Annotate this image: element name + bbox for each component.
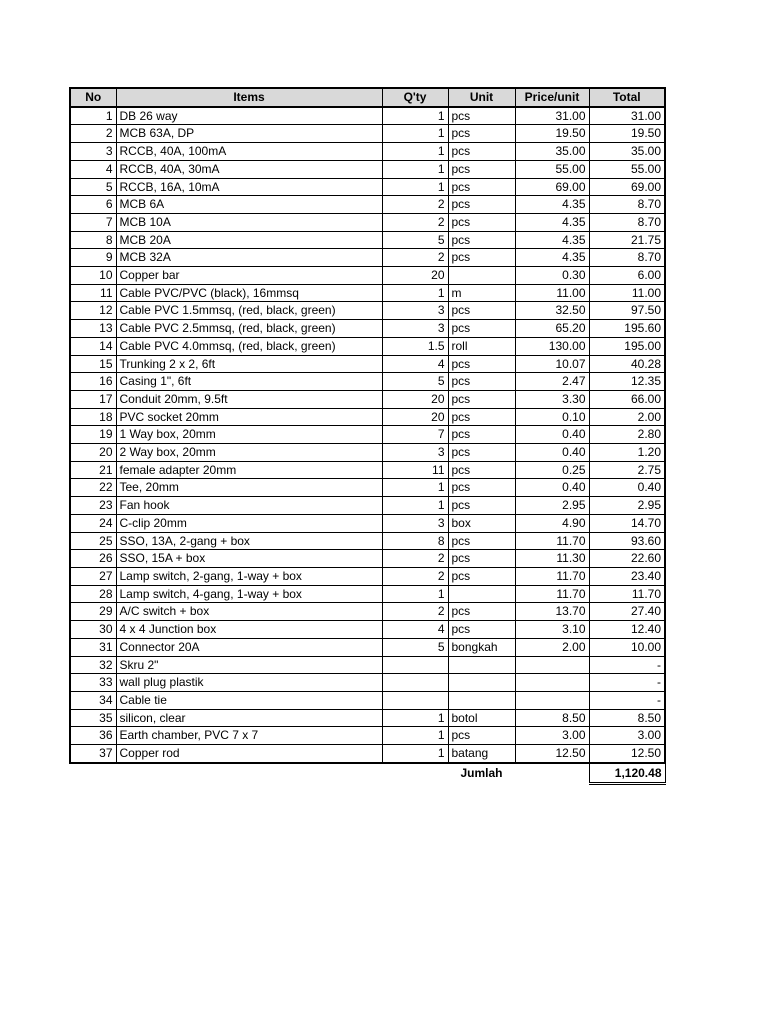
cell-unit: pcs	[448, 373, 515, 391]
cell-unit: pcs	[448, 567, 515, 585]
table-body	[70, 107, 665, 763]
cell-no: 24	[70, 514, 116, 532]
cell-unit	[448, 691, 515, 709]
cell-total: -	[589, 656, 665, 674]
cell-item: Conduit 20mm, 9.5ft	[116, 390, 382, 408]
cell-qty: 5	[382, 638, 448, 656]
table-row	[70, 125, 665, 143]
table-row	[70, 444, 665, 462]
cell-price-unit: 12.50	[515, 745, 589, 763]
cell-total: 11.00	[589, 284, 665, 302]
cell-unit: pcs	[448, 213, 515, 231]
header-qty: Q'ty	[382, 88, 448, 107]
cell-unit: pcs	[448, 390, 515, 408]
cell-unit	[448, 585, 515, 603]
table-row	[70, 727, 665, 745]
cell-item: A/C switch + box	[116, 603, 382, 621]
cell-item: Copper bar	[116, 267, 382, 285]
table-row	[70, 603, 665, 621]
cell-qty: 1	[382, 585, 448, 603]
cell-price-unit	[515, 656, 589, 674]
cell-no: 28	[70, 585, 116, 603]
table-row	[70, 337, 665, 355]
table-row	[70, 408, 665, 426]
cell-price-unit: 2.00	[515, 638, 589, 656]
cell-item: MCB 6A	[116, 196, 382, 214]
cell-price-unit: 0.40	[515, 426, 589, 444]
cell-price-unit: 0.40	[515, 444, 589, 462]
cell-total: 12.35	[589, 373, 665, 391]
cell-unit: pcs	[448, 107, 515, 125]
cell-total: -	[589, 674, 665, 692]
cell-price-unit	[515, 691, 589, 709]
table-row	[70, 674, 665, 692]
cell-total: 66.00	[589, 390, 665, 408]
header-row	[70, 88, 665, 107]
cell-total: 8.70	[589, 196, 665, 214]
cell-no: 3	[70, 143, 116, 161]
cell-qty: 3	[382, 302, 448, 320]
cell-price-unit: 0.10	[515, 408, 589, 426]
cell-qty: 1.5	[382, 337, 448, 355]
table-footer	[70, 763, 665, 784]
cell-price-unit: 11.70	[515, 567, 589, 585]
cell-total: 2.75	[589, 461, 665, 479]
table-row	[70, 532, 665, 550]
cell-total: 35.00	[589, 143, 665, 161]
cell-qty: 5	[382, 231, 448, 249]
cell-item: Cable PVC 2.5mmsq, (red, black, green)	[116, 320, 382, 338]
cell-item: Cable PVC 4.0mmsq, (red, black, green)	[116, 337, 382, 355]
cell-qty: 20	[382, 408, 448, 426]
footer-spacer	[515, 763, 589, 784]
cell-price-unit: 19.50	[515, 125, 589, 143]
cell-qty: 2	[382, 196, 448, 214]
table-row	[70, 213, 665, 231]
cell-no: 1	[70, 107, 116, 125]
cell-qty: 4	[382, 621, 448, 639]
cell-total: 55.00	[589, 160, 665, 178]
table-row	[70, 656, 665, 674]
cell-item: SSO, 13A, 2-gang + box	[116, 532, 382, 550]
cell-total: 2.95	[589, 497, 665, 515]
table-row	[70, 231, 665, 249]
cell-price-unit: 11.30	[515, 550, 589, 568]
cell-price-unit: 0.40	[515, 479, 589, 497]
cell-price-unit: 32.50	[515, 302, 589, 320]
cell-price-unit: 0.30	[515, 267, 589, 285]
table-row	[70, 550, 665, 568]
cell-item: Cable tie	[116, 691, 382, 709]
cell-item: Trunking 2 x 2, 6ft	[116, 355, 382, 373]
cell-total: 93.60	[589, 532, 665, 550]
table-row	[70, 196, 665, 214]
cell-total: 0.40	[589, 479, 665, 497]
table-row	[70, 567, 665, 585]
cell-price-unit: 4.35	[515, 196, 589, 214]
table-row	[70, 302, 665, 320]
cell-item: DB 26 way	[116, 107, 382, 125]
cell-price-unit: 4.35	[515, 231, 589, 249]
price-table	[69, 87, 666, 785]
jumlah-label: Jumlah	[460, 766, 503, 781]
cell-item: RCCB, 16A, 10mA	[116, 178, 382, 196]
cell-price-unit	[515, 674, 589, 692]
cell-total: 97.50	[589, 302, 665, 320]
cell-qty: 1	[382, 745, 448, 763]
cell-qty: 20	[382, 390, 448, 408]
cell-price-unit: 4.35	[515, 249, 589, 267]
cell-qty: 3	[382, 514, 448, 532]
cell-total: 10.00	[589, 638, 665, 656]
cell-item: female adapter 20mm	[116, 461, 382, 479]
cell-qty: 1	[382, 178, 448, 196]
cell-price-unit: 11.70	[515, 532, 589, 550]
cell-qty: 1	[382, 479, 448, 497]
table-row	[70, 709, 665, 727]
table-row	[70, 585, 665, 603]
cell-item: MCB 63A, DP	[116, 125, 382, 143]
header-unit: Unit	[448, 88, 515, 107]
table-row	[70, 249, 665, 267]
cell-price-unit: 0.25	[515, 461, 589, 479]
cell-price-unit: 3.00	[515, 727, 589, 745]
cell-no: 36	[70, 727, 116, 745]
cell-unit: pcs	[448, 196, 515, 214]
cell-price-unit: 2.47	[515, 373, 589, 391]
cell-no: 35	[70, 709, 116, 727]
cell-price-unit: 35.00	[515, 143, 589, 161]
table-row	[70, 479, 665, 497]
cell-item: C-clip 20mm	[116, 514, 382, 532]
cell-qty: 2	[382, 603, 448, 621]
header-no: No	[70, 88, 116, 107]
table-row	[70, 461, 665, 479]
cell-unit: pcs	[448, 160, 515, 178]
cell-no: 4	[70, 160, 116, 178]
cell-no: 30	[70, 621, 116, 639]
cell-no: 29	[70, 603, 116, 621]
cell-qty: 1	[382, 497, 448, 515]
cell-item: Cable PVC/PVC (black), 16mmsq	[116, 284, 382, 302]
cell-total: 27.40	[589, 603, 665, 621]
cell-total: 2.80	[589, 426, 665, 444]
cell-qty: 7	[382, 426, 448, 444]
table-header	[70, 88, 665, 107]
cell-price-unit: 4.90	[515, 514, 589, 532]
cell-no: 17	[70, 390, 116, 408]
cell-no: 12	[70, 302, 116, 320]
cell-unit: pcs	[448, 231, 515, 249]
cell-unit: pcs	[448, 532, 515, 550]
cell-no: 33	[70, 674, 116, 692]
cell-unit: roll	[448, 337, 515, 355]
cell-price-unit: 130.00	[515, 337, 589, 355]
cell-unit: pcs	[448, 125, 515, 143]
footer-spacer	[116, 763, 382, 784]
cell-qty: 3	[382, 444, 448, 462]
cell-qty: 20	[382, 267, 448, 285]
table-row	[70, 320, 665, 338]
cell-qty: 3	[382, 320, 448, 338]
cell-no: 15	[70, 355, 116, 373]
cell-no: 37	[70, 745, 116, 763]
table-row	[70, 267, 665, 285]
cell-no: 14	[70, 337, 116, 355]
cell-qty: 1	[382, 709, 448, 727]
cell-unit: pcs	[448, 143, 515, 161]
cell-total: 8.70	[589, 213, 665, 231]
table-row	[70, 426, 665, 444]
cell-no: 18	[70, 408, 116, 426]
cell-qty: 2	[382, 213, 448, 231]
table-row	[70, 514, 665, 532]
table-row	[70, 373, 665, 391]
cell-item: MCB 10A	[116, 213, 382, 231]
cell-unit: pcs	[448, 426, 515, 444]
cell-qty	[382, 691, 448, 709]
cell-no: 20	[70, 444, 116, 462]
cell-item: RCCB, 40A, 30mA	[116, 160, 382, 178]
cell-price-unit: 3.10	[515, 621, 589, 639]
cell-item: Tee, 20mm	[116, 479, 382, 497]
table-row	[70, 691, 665, 709]
table-row	[70, 178, 665, 196]
cell-item: Lamp switch, 4-gang, 1-way + box	[116, 585, 382, 603]
cell-no: 32	[70, 656, 116, 674]
cell-no: 26	[70, 550, 116, 568]
cell-total: 12.50	[589, 745, 665, 763]
cell-item: Earth chamber, PVC 7 x 7	[116, 727, 382, 745]
footer-spacer	[382, 763, 448, 784]
cell-item: 4 x 4 Junction box	[116, 621, 382, 639]
cell-total: 8.50	[589, 709, 665, 727]
cell-unit: pcs	[448, 461, 515, 479]
cell-total: 11.70	[589, 585, 665, 603]
cell-no: 27	[70, 567, 116, 585]
cell-qty: 1	[382, 284, 448, 302]
cell-item: Casing 1", 6ft	[116, 373, 382, 391]
table-row	[70, 107, 665, 125]
cell-no: 9	[70, 249, 116, 267]
cell-qty	[382, 674, 448, 692]
cell-unit: batang	[448, 745, 515, 763]
table-row	[70, 355, 665, 373]
cell-qty: 5	[382, 373, 448, 391]
cell-unit: pcs	[448, 355, 515, 373]
cell-total: 195.00	[589, 337, 665, 355]
cell-item: Copper rod	[116, 745, 382, 763]
cell-item: Connector 20A	[116, 638, 382, 656]
cell-no: 16	[70, 373, 116, 391]
table-row	[70, 160, 665, 178]
table-row	[70, 143, 665, 161]
cell-price-unit: 31.00	[515, 107, 589, 125]
jumlah-row	[70, 763, 665, 784]
cell-unit: pcs	[448, 444, 515, 462]
cell-qty: 1	[382, 160, 448, 178]
cell-qty: 2	[382, 550, 448, 568]
cell-qty: 1	[382, 107, 448, 125]
cell-no: 13	[70, 320, 116, 338]
cell-unit: pcs	[448, 603, 515, 621]
cell-unit	[448, 267, 515, 285]
cell-qty: 1	[382, 727, 448, 745]
cell-price-unit: 3.30	[515, 390, 589, 408]
cell-no: 21	[70, 461, 116, 479]
cell-unit: pcs	[448, 479, 515, 497]
cell-total: 19.50	[589, 125, 665, 143]
footer-spacer	[70, 763, 116, 784]
cell-price-unit: 11.00	[515, 284, 589, 302]
table-row	[70, 745, 665, 763]
cell-unit: pcs	[448, 497, 515, 515]
cell-item: 2 Way box, 20mm	[116, 444, 382, 462]
cell-item: silicon, clear	[116, 709, 382, 727]
cell-item: MCB 32A	[116, 249, 382, 267]
cell-unit: pcs	[448, 621, 515, 639]
cell-no: 11	[70, 284, 116, 302]
cell-unit: pcs	[448, 302, 515, 320]
cell-item: SSO, 15A + box	[116, 550, 382, 568]
cell-no: 8	[70, 231, 116, 249]
cell-price-unit: 10.07	[515, 355, 589, 373]
cell-item: Skru 2"	[116, 656, 382, 674]
cell-unit: bongkah	[448, 638, 515, 656]
header-price-unit: Price/unit	[515, 88, 589, 107]
cell-unit: pcs	[448, 249, 515, 267]
cell-qty: 2	[382, 249, 448, 267]
cell-price-unit: 69.00	[515, 178, 589, 196]
cell-item: Lamp switch, 2-gang, 1-way + box	[116, 567, 382, 585]
cell-qty: 1	[382, 125, 448, 143]
cell-unit: pcs	[448, 320, 515, 338]
cell-price-unit: 11.70	[515, 585, 589, 603]
cell-total: 69.00	[589, 178, 665, 196]
cell-no: 5	[70, 178, 116, 196]
cell-price-unit: 2.95	[515, 497, 589, 515]
cell-no: 19	[70, 426, 116, 444]
cell-unit: pcs	[448, 727, 515, 745]
cell-qty: 4	[382, 355, 448, 373]
cell-unit: box	[448, 514, 515, 532]
cell-item: MCB 20A	[116, 231, 382, 249]
cell-total: 23.40	[589, 567, 665, 585]
cell-unit: pcs	[448, 178, 515, 196]
cell-no: 22	[70, 479, 116, 497]
cell-total: 31.00	[589, 107, 665, 125]
cell-price-unit: 4.35	[515, 213, 589, 231]
cell-no: 7	[70, 213, 116, 231]
cell-total: 14.70	[589, 514, 665, 532]
cell-qty: 11	[382, 461, 448, 479]
cell-total: 21.75	[589, 231, 665, 249]
cell-no: 6	[70, 196, 116, 214]
cell-price-unit: 55.00	[515, 160, 589, 178]
cell-qty: 8	[382, 532, 448, 550]
cell-total: 3.00	[589, 727, 665, 745]
cell-total: 195.60	[589, 320, 665, 338]
cell-total: 40.28	[589, 355, 665, 373]
cell-total: 12.40	[589, 621, 665, 639]
cell-item: wall plug plastik	[116, 674, 382, 692]
cell-no: 25	[70, 532, 116, 550]
cell-no: 23	[70, 497, 116, 515]
cell-total: -	[589, 691, 665, 709]
cell-total: 2.00	[589, 408, 665, 426]
cell-item: RCCB, 40A, 100mA	[116, 143, 382, 161]
header-total: Total	[589, 88, 665, 107]
cell-unit	[448, 656, 515, 674]
jumlah-total: 1,120.48	[589, 763, 665, 784]
cell-item: Fan hook	[116, 497, 382, 515]
cell-item: PVC socket 20mm	[116, 408, 382, 426]
table-row	[70, 390, 665, 408]
cell-qty: 1	[382, 143, 448, 161]
cell-no: 31	[70, 638, 116, 656]
table-row	[70, 497, 665, 515]
cell-total: 22.60	[589, 550, 665, 568]
cell-price-unit: 8.50	[515, 709, 589, 727]
table-row	[70, 284, 665, 302]
cell-unit: botol	[448, 709, 515, 727]
cell-qty	[382, 656, 448, 674]
cell-item: Cable PVC 1.5mmsq, (red, black, green)	[116, 302, 382, 320]
cell-total: 8.70	[589, 249, 665, 267]
cell-unit: pcs	[448, 550, 515, 568]
cell-total: 1.20	[589, 444, 665, 462]
cell-unit: pcs	[448, 408, 515, 426]
table-row	[70, 638, 665, 656]
cell-price-unit: 65.20	[515, 320, 589, 338]
cell-no: 10	[70, 267, 116, 285]
cell-no: 2	[70, 125, 116, 143]
table-row	[70, 621, 665, 639]
cell-price-unit: 13.70	[515, 603, 589, 621]
cell-qty: 2	[382, 567, 448, 585]
cell-no: 34	[70, 691, 116, 709]
cell-total: 6.00	[589, 267, 665, 285]
header-items: Items	[116, 88, 382, 107]
cell-unit: m	[448, 284, 515, 302]
cell-unit	[448, 674, 515, 692]
cell-item: 1 Way box, 20mm	[116, 426, 382, 444]
